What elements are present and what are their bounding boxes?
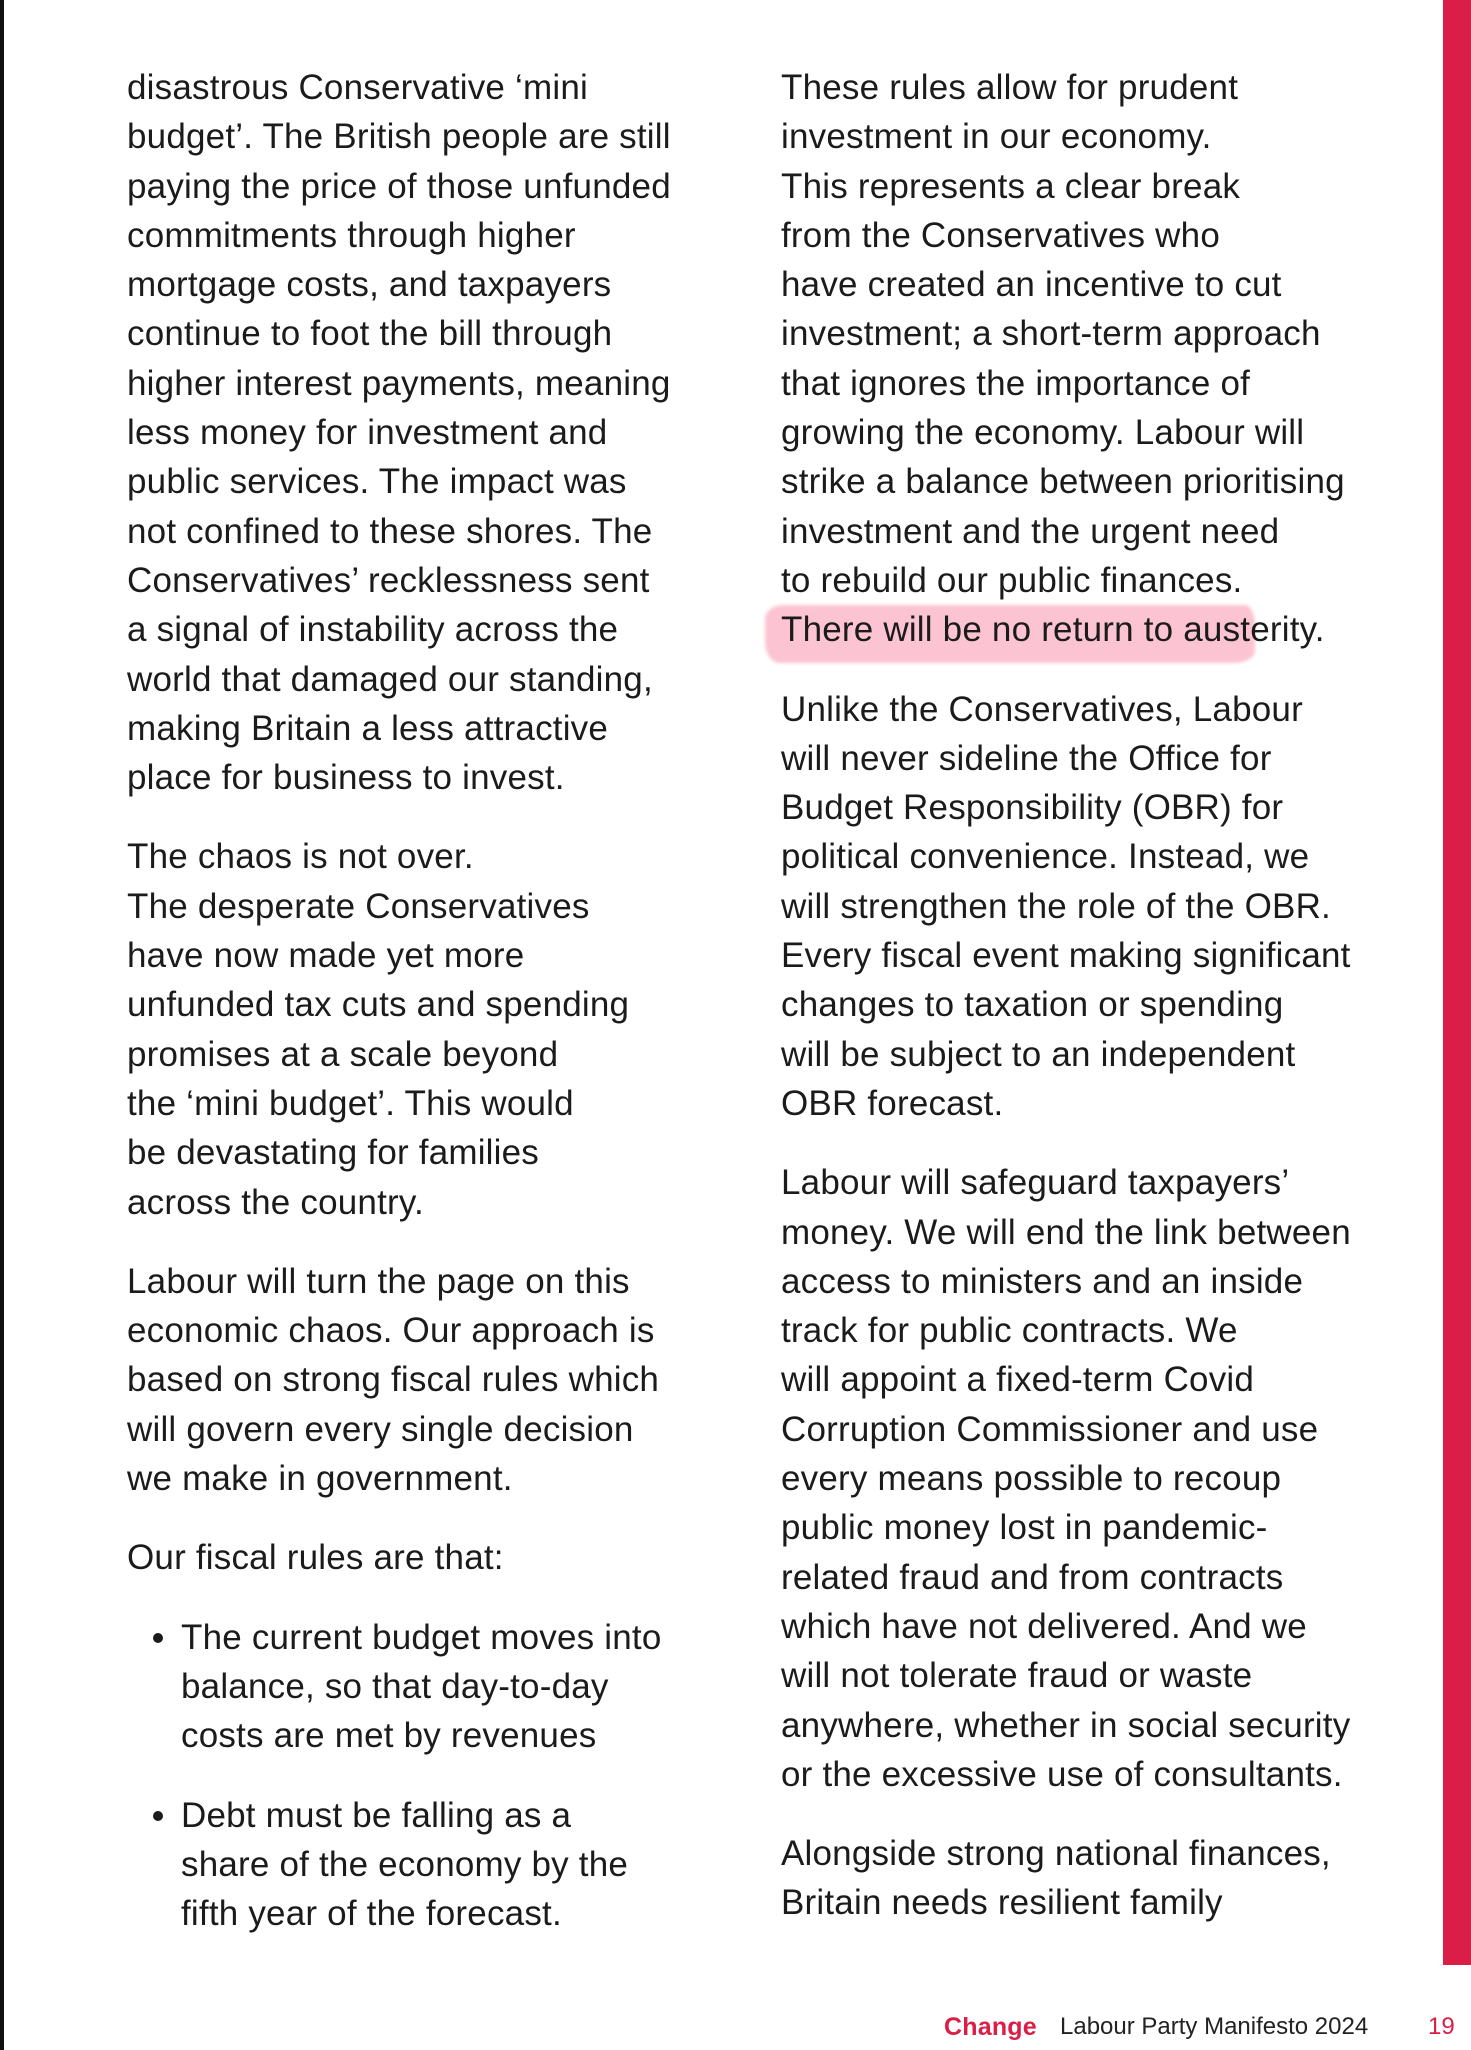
text-line: anywhere, whether in social security [781,1705,1351,1745]
text-line: be devastating for families [127,1133,540,1173]
text-line: Britain needs resilient family [781,1883,1223,1923]
text-line: These rules allow for prudent [781,68,1239,107]
text-line: higher interest payments, meaning [127,363,671,403]
text-line: world that damaged our standing, [127,659,653,699]
text-line: have now made yet more [127,936,525,976]
text-line: access to ministers and an inside [781,1261,1304,1301]
text-line: budget’. The British people are still [127,117,671,157]
text-line: based on strong fiscal rules which [127,1360,660,1400]
text-line: share of the economy by the [181,1844,629,1884]
accent-side-bar [1443,0,1471,1965]
paragraph-lines [781,63,1421,605]
left-column [127,63,727,1968]
highlighted-sentence [781,605,1421,654]
footer-title: Labour Party Manifesto 2024 [1060,2013,1369,2040]
text-line: place for business to invest. [127,758,565,798]
text-line: every means possible to recoup [781,1459,1282,1499]
text-line: fifth year of the forecast. [181,1894,562,1934]
text-line: investment; a short-term approach [781,314,1321,354]
paragraph [781,1158,1421,1799]
text-line: which have not delivered. And we [781,1606,1307,1646]
text-line: continue to foot the bill through [127,314,613,354]
text-line: investment and the urgent need [781,511,1280,551]
text-line: a signal of instability across the [127,610,619,650]
paragraph [781,1829,1421,1928]
text-line: public services. The impact was [127,462,627,502]
text-line: costs are met by revenues [181,1716,597,1756]
text-line: The current budget moves into [181,1617,662,1657]
bullet-icon [153,1633,163,1643]
text-line: will govern every single decision [127,1409,634,1449]
text-line: Corruption Commissioner and use [781,1409,1319,1449]
text-line: disastrous Conservative ‘mini [127,68,588,107]
text-line: making Britain a less attractive [127,708,609,748]
text-line: paying the price of those unfunded [127,166,671,206]
text-line: Debt must be falling as a [181,1795,572,1835]
text-line: to rebuild our public finances. [781,560,1243,600]
paragraph [127,1533,727,1582]
text-line: political convenience. Instead, we [781,837,1310,877]
text-line: from the Conservatives who [781,215,1220,255]
list-item-text [181,1791,727,1939]
text-line: Labour will turn the page on this [127,1261,630,1301]
text-line: track for public contracts. We [781,1311,1238,1351]
text-line: public money lost in pandemic- [781,1508,1268,1548]
paragraph [127,832,727,1226]
text-line: that ignores the importance of [781,363,1251,403]
page-left-edge [0,0,4,2050]
text-line: Our fiscal rules are that: [127,1538,504,1578]
text-line: The chaos is not over. [127,837,474,877]
text-line: across the country. [127,1182,424,1222]
text-line: will strengthen the role of the OBR. [781,886,1331,926]
text-line: Conservatives’ recklessness sent [127,560,650,600]
text-line: changes to taxation or spending [781,985,1284,1025]
text-line: not confined to these shores. The [127,511,653,551]
fiscal-rules-list [127,1613,727,1939]
highlighted-text: There will be no return to austerity. [781,610,1325,650]
page-number: 19 [1428,2013,1455,2040]
text-line: related fraud and from contracts [781,1557,1284,1597]
text-line: promises at a scale beyond [127,1034,559,1074]
bullet-icon [153,1811,163,1821]
paragraph [781,63,1421,655]
text-line: commitments through higher [127,215,576,255]
list-item [127,1613,727,1761]
list-item-text [181,1613,727,1761]
text-line: Alongside strong national finances, [781,1834,1331,1874]
text-line: OBR forecast. [781,1083,1004,1123]
paragraph [127,63,727,802]
text-line: growing the economy. Labour will [781,413,1305,453]
text-line: money. We will end the link between [781,1212,1351,1252]
text-line: or the excessive use of consultants. [781,1754,1343,1794]
text-line: Every fiscal event making significant [781,936,1351,976]
text-line: strike a balance between prioritising [781,462,1345,502]
text-line: have created an incentive to cut [781,265,1282,305]
text-line: will never sideline the Office for [781,738,1272,778]
text-line: investment in our economy. [781,117,1212,157]
text-line: will appoint a fixed-term Covid [781,1360,1255,1400]
paragraph [127,1257,727,1503]
text-line: mortgage costs, and taxpayers [127,265,612,305]
text-line: economic chaos. Our approach is [127,1311,655,1351]
text-line: will not tolerate fraud or waste [781,1656,1253,1696]
text-line: will be subject to an independent [781,1034,1296,1074]
text-line: balance, so that day-to-day [181,1666,609,1706]
text-line: we make in government. [127,1459,513,1499]
text-line: The desperate Conservatives [127,886,590,926]
list-item [127,1791,727,1939]
text-line: unfunded tax cuts and spending [127,985,630,1025]
text-line: Budget Responsibility (OBR) for [781,788,1284,828]
text-line: less money for investment and [127,413,608,453]
text-line: the ‘mini budget’. This would [127,1083,574,1123]
text-line: Labour will safeguard taxpayers’ [781,1163,1290,1203]
paragraph [781,685,1421,1129]
text-line: This represents a clear break [781,166,1241,206]
right-column [781,63,1421,1958]
footer-brand: Change [944,2013,1037,2041]
text-line: Unlike the Conservatives, Labour [781,689,1303,729]
